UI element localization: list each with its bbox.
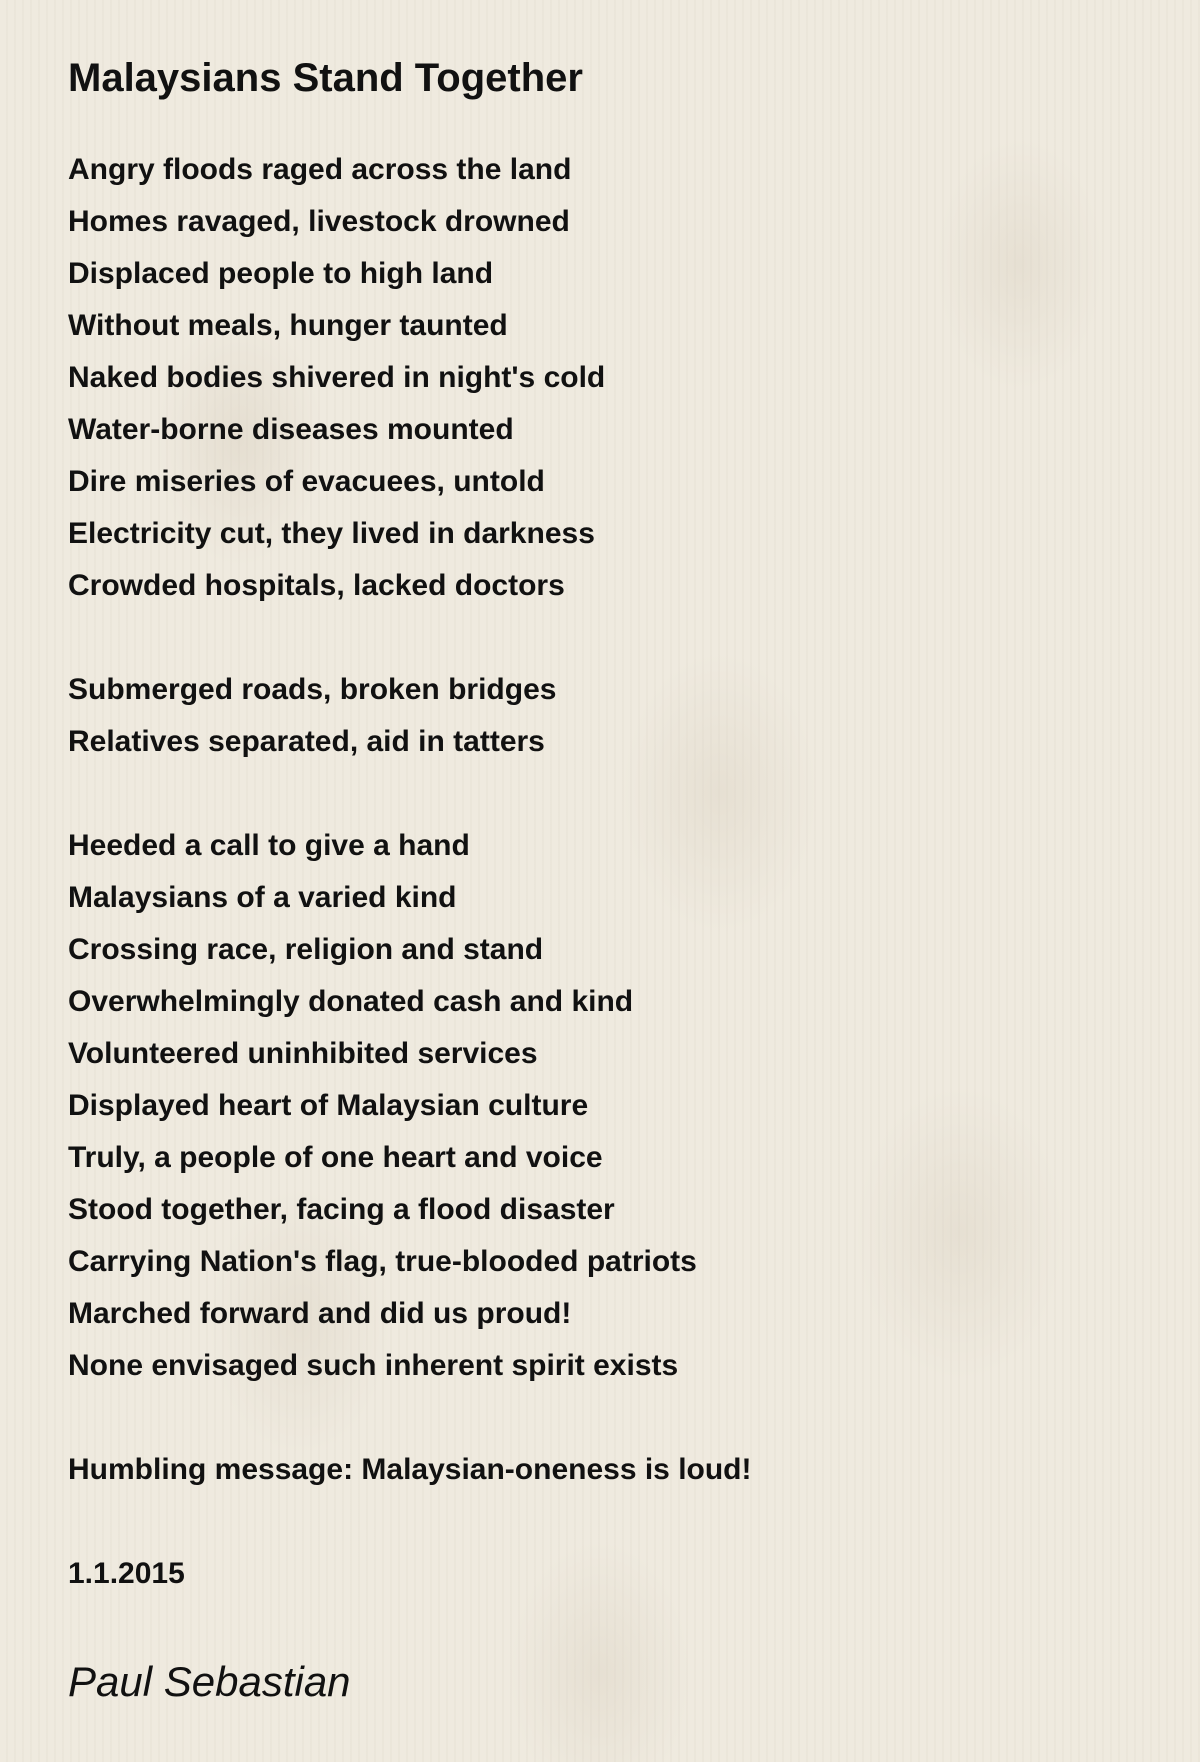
poem-line: Truly, a people of one heart and voice	[68, 1141, 603, 1174]
poem-line: Crowded hospitals, lacked doctors	[68, 569, 565, 602]
poem-title: Malaysians Stand Together	[68, 56, 583, 100]
poem-line: Volunteered uninhibited services	[68, 1037, 538, 1070]
poem-line: Heeded a call to give a hand	[68, 829, 470, 862]
poem-line: Naked bodies shivered in night's cold	[68, 361, 606, 394]
poem-line: Relatives separated, aid in tatters	[68, 725, 545, 758]
poem-line: Malaysians of a varied kind	[68, 881, 457, 914]
stanza-2	[68, 664, 1148, 768]
poem-line: Electricity cut, they lived in darkness	[68, 517, 595, 550]
stanza-4	[68, 1444, 1148, 1496]
poem-line: Marched forward and did us proud!	[68, 1297, 572, 1330]
poem-author: Paul Sebastian	[68, 1658, 351, 1705]
stanza-3	[68, 820, 1148, 1392]
poem-line: Water-borne diseases mounted	[68, 413, 514, 446]
poem-line: Angry floods raged across the land	[68, 153, 572, 186]
poem-line: None envisaged such inherent spirit exists	[68, 1349, 679, 1382]
poem-line: Displayed heart of Malaysian culture	[68, 1089, 589, 1122]
poem-line: Stood together, facing a flood disaster	[68, 1193, 615, 1226]
poem-line: Submerged roads, broken bridges	[68, 673, 557, 706]
poem-line: Humbling message: Malaysian-oneness is loud!	[68, 1453, 752, 1486]
poem-page	[68, 48, 1148, 1712]
poem-line: Crossing race, religion and stand	[68, 933, 544, 966]
poem-line: Carrying Nation's flag, true-blooded patriots	[68, 1245, 697, 1278]
stanza-1	[68, 144, 1148, 612]
poem-date: 1.1.2015	[68, 1557, 185, 1590]
poem-line: Homes ravaged, livestock drowned	[68, 205, 570, 238]
poem-line: Displaced people to high land	[68, 257, 494, 290]
poem-line: Dire miseries of evacuees, untold	[68, 465, 545, 498]
poem-line: Overwhelmingly donated cash and kind	[68, 985, 634, 1018]
poem-line: Without meals, hunger taunted	[68, 309, 508, 342]
